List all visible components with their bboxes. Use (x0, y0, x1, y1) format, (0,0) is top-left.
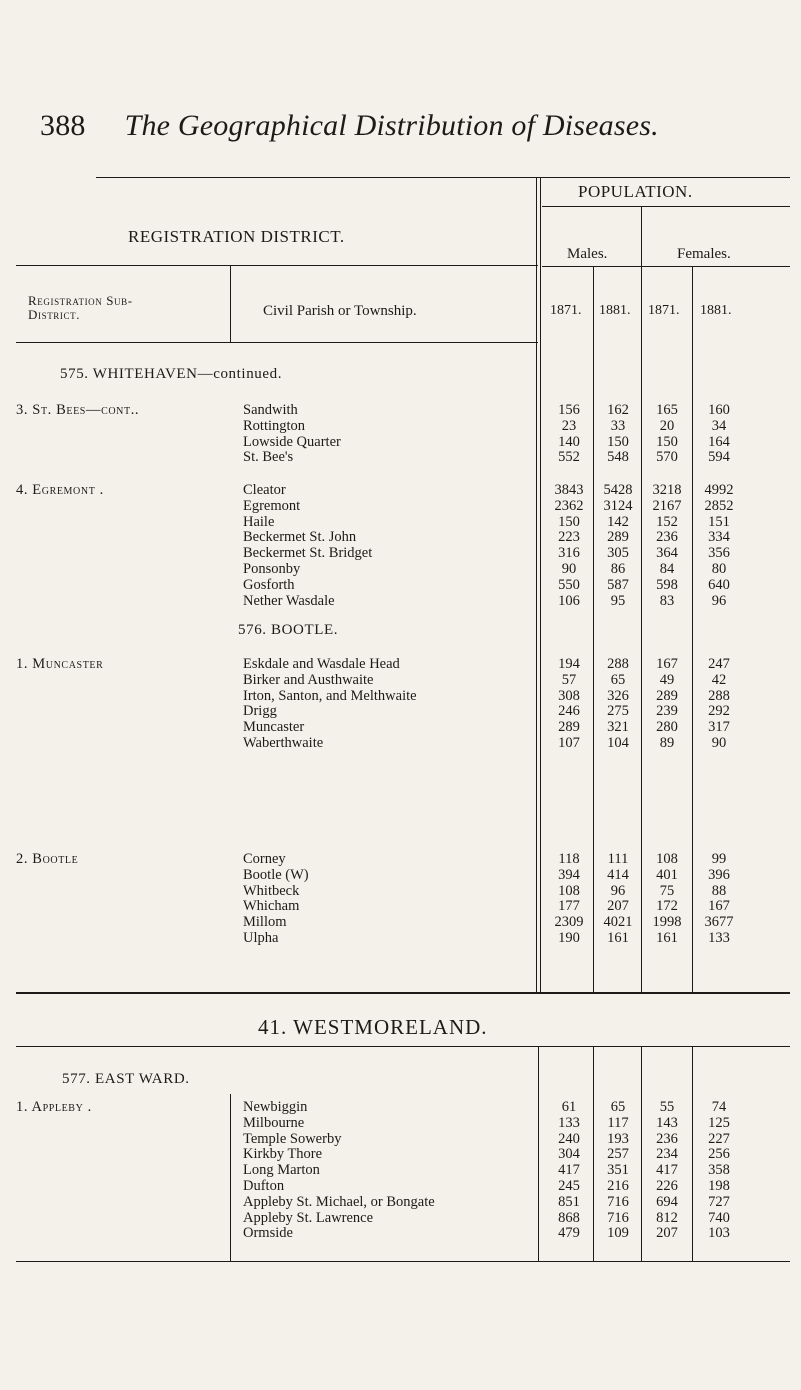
population-cell-m1871: 194 (558, 656, 580, 672)
population-cell-m1881: 96 (610, 882, 626, 899)
parish-name: Haile (243, 513, 275, 530)
population-rule (542, 206, 790, 207)
population-cell-f1881: 42 (711, 671, 727, 688)
population-cell-m1881: 65 (610, 1099, 626, 1115)
vrule-district-b (540, 178, 541, 992)
population-cell-m1871: 394 (558, 866, 580, 883)
section-heading: 577. EAST WARD. (62, 1071, 190, 1087)
population-cell-m1881: 5428 (603, 482, 633, 498)
population-cell-f1881: 90 (711, 735, 727, 751)
parish-name: Nether Wasdale (243, 592, 335, 609)
population-cell-m1871: 2362 (554, 497, 584, 514)
population-cell-f1881: 151 (708, 513, 730, 530)
population-cell-m1871: 140 (558, 433, 580, 450)
population-cell-f1871: 207 (656, 1225, 678, 1242)
parish-name: Long Marton (243, 1162, 320, 1179)
population-cell-f1871: 280 (656, 719, 678, 736)
population-cell-f1881: 198 (708, 1178, 730, 1194)
parish-name: Waberthwaite (243, 735, 324, 751)
population-cell-m1881: 587 (607, 576, 629, 593)
table-bottom-rule (16, 992, 790, 994)
population-cell-m1871: 108 (558, 882, 580, 899)
vrule-subdistrict (230, 266, 231, 342)
parish-name: Dufton (243, 1178, 285, 1194)
westmoreland-bottom-rule (16, 1261, 790, 1262)
population-cell-m1881: 109 (607, 1225, 629, 1242)
population-cell-f1881: 160 (708, 402, 730, 418)
population-cell-m1871: 177 (558, 898, 580, 915)
population-cell-m1871: 289 (558, 719, 580, 736)
population-cell-m1881: 207 (607, 898, 629, 915)
population-cell-f1881: 88 (711, 882, 727, 899)
population-cell-f1871: 75 (659, 882, 675, 899)
population-cell-m1881: 95 (610, 592, 626, 609)
population-cell-f1871: 161 (656, 930, 678, 946)
parish-name: Beckermet St. Bridget (243, 545, 373, 562)
population-cell-m1871: 240 (558, 1130, 580, 1147)
population-cell-m1881: 716 (607, 1193, 629, 1210)
population-cell-m1871: 308 (558, 687, 580, 704)
population-cell-m1871: 156 (558, 402, 580, 418)
population-cell-m1881: 716 (607, 1209, 629, 1226)
population-cell-f1881: 256 (708, 1146, 730, 1163)
population-cell-m1871: 107 (558, 735, 580, 751)
population-cell-f1881: 292 (708, 703, 730, 720)
population-cell-m1871: 246 (558, 703, 580, 720)
parish-name: Milbourne (243, 1114, 305, 1131)
sex-rule (542, 266, 790, 267)
page-number: 388 (40, 109, 86, 142)
section-heading: 575. WHITEHAVEN—continued. (60, 366, 283, 382)
population-cell-f1871: 289 (656, 687, 678, 704)
population-cell-f1871: 812 (656, 1209, 678, 1226)
parish-name: Birker and Austhwaite (243, 671, 374, 688)
header-population: POPULATION. (578, 182, 693, 201)
vrule-w-females (692, 1047, 693, 1261)
population-cell-f1881: 317 (708, 719, 730, 736)
subdistrict-label: 3. St. Bees—cont.. (16, 402, 140, 418)
population-cell-f1871: 143 (656, 1114, 678, 1131)
population-cell-f1881: 358 (708, 1162, 730, 1179)
population-cell-f1881: 34 (711, 417, 727, 434)
population-cell-f1871: 152 (656, 513, 678, 530)
county-heading: 41. WESTMORELAND. (258, 1015, 488, 1039)
population-cell-m1871: 223 (558, 529, 580, 546)
population-cell-f1881: 594 (708, 449, 730, 466)
population-cell-m1881: 305 (607, 545, 629, 562)
population-cell-f1871: 172 (656, 898, 678, 915)
population-cell-f1881: 125 (708, 1114, 730, 1131)
population-cell-m1881: 111 (607, 851, 629, 867)
year-m1871: 1871. (550, 303, 582, 318)
population-cell-f1881: 288 (708, 687, 730, 704)
population-cell-f1881: 103 (708, 1225, 730, 1242)
population-cell-f1871: 239 (656, 703, 678, 720)
year-f1871: 1871. (648, 303, 680, 318)
population-cell-m1881: 162 (607, 402, 629, 418)
population-cell-f1881: 247 (708, 656, 730, 672)
population-cell-f1871: 1998 (652, 914, 682, 931)
population-cell-f1881: 356 (708, 545, 730, 562)
population-cell-m1871: 479 (558, 1225, 580, 1242)
population-cell-f1881: 334 (708, 529, 730, 546)
population-cell-f1881: 80 (711, 561, 727, 577)
population-cell-f1871: 49 (659, 671, 675, 688)
population-cell-m1871: 106 (558, 592, 580, 609)
parish-name: Kirkby Thore (243, 1146, 323, 1163)
population-cell-m1871: 90 (561, 561, 577, 577)
population-cell-f1871: 84 (659, 561, 675, 577)
population-cell-m1881: 3124 (603, 497, 633, 514)
population-cell-m1881: 326 (607, 687, 629, 704)
parish-name: Gosforth (243, 576, 295, 593)
population-cell-m1871: 57 (561, 671, 577, 688)
population-cell-f1871: 234 (656, 1146, 678, 1163)
parish-name: Corney (243, 851, 286, 867)
population-cell-f1871: 108 (656, 851, 678, 867)
parish-name: Temple Sowerby (243, 1130, 342, 1147)
population-cell-m1881: 193 (607, 1130, 629, 1147)
population-cell-f1871: 89 (659, 735, 675, 751)
population-cell-m1881: 161 (607, 930, 629, 946)
header-males: Males. (567, 246, 608, 262)
population-cell-f1871: 3218 (652, 482, 682, 498)
population-cell-f1871: 2167 (652, 497, 682, 514)
parish-name: Newbiggin (243, 1099, 308, 1115)
population-cell-m1881: 321 (607, 719, 629, 736)
westmoreland-top-rule (16, 1046, 790, 1047)
page-header (40, 108, 659, 143)
population-cell-m1881: 414 (607, 866, 629, 883)
population-cell-f1871: 236 (656, 1130, 678, 1147)
population-cell-f1881: 99 (711, 851, 727, 867)
header-civil-parish: Civil Parish or Township. (263, 303, 417, 319)
vrule-males (593, 267, 594, 992)
population-cell-m1881: 216 (607, 1178, 629, 1194)
population-cell-f1871: 401 (656, 866, 678, 883)
population-cell-m1881: 117 (607, 1114, 629, 1131)
population-cell-f1871: 165 (656, 402, 678, 418)
parish-name: Bootle (W) (243, 866, 309, 883)
population-cell-m1871: 552 (558, 449, 580, 466)
vrule-w-parish (230, 1094, 231, 1261)
population-cell-f1881: 396 (708, 866, 730, 883)
population-cell-m1881: 289 (607, 529, 629, 546)
parish-name: Ponsonby (243, 561, 301, 577)
parish-name: Whicham (243, 898, 300, 915)
parish-name: Drigg (243, 703, 277, 720)
population-cell-m1871: 316 (558, 545, 580, 562)
parish-name: Ormside (243, 1225, 293, 1242)
population-cell-m1881: 33 (610, 417, 626, 434)
parish-name: Beckermet St. John (243, 529, 357, 546)
population-cell-f1871: 236 (656, 529, 678, 546)
population-cell-f1881: 4992 (704, 482, 734, 498)
population-cell-m1871: 23 (561, 417, 577, 434)
page-title: The Geographical Distribution of Diseases. (124, 109, 659, 142)
parish-name: Appleby St. Lawrence (243, 1209, 374, 1226)
population-cell-f1881: 640 (708, 576, 730, 593)
population-cell-m1881: 288 (607, 656, 629, 672)
parish-name: Sandwith (243, 402, 298, 418)
subdistrict-label: 4. Egremont . (16, 482, 104, 498)
population-cell-m1871: 550 (558, 576, 580, 593)
population-cell-m1881: 86 (610, 561, 626, 577)
population-cell-f1881: 3677 (704, 914, 734, 931)
population-cell-f1871: 226 (656, 1178, 678, 1194)
population-cell-m1871: 2309 (554, 914, 584, 931)
population-cell-m1881: 257 (607, 1146, 629, 1163)
parish-name: Ulpha (243, 930, 279, 946)
population-cell-m1881: 65 (610, 671, 626, 688)
population-cell-f1881: 74 (711, 1099, 727, 1115)
vrule-w-males (593, 1047, 594, 1261)
population-cell-m1871: 61 (561, 1099, 577, 1115)
population-cell-m1871: 851 (558, 1193, 580, 1210)
population-cell-m1881: 150 (607, 433, 629, 450)
population-cell-f1881: 727 (708, 1193, 730, 1210)
population-cell-m1881: 4021 (603, 914, 633, 931)
parish-name: Whitbeck (243, 882, 300, 899)
parish-name: Appleby St. Michael, or Bongate (243, 1193, 435, 1210)
population-cell-m1881: 142 (607, 513, 629, 530)
population-cell-f1881: 164 (708, 433, 730, 450)
vrule-w-district (538, 1047, 539, 1261)
population-cell-f1871: 694 (656, 1193, 678, 1210)
vrule-district (536, 178, 537, 992)
population-cell-f1871: 598 (656, 576, 678, 593)
parish-name: Egremont (243, 497, 301, 514)
subdistrict-label: 1. Appleby . (16, 1099, 92, 1115)
population-cell-f1871: 570 (656, 449, 678, 466)
year-f1881: 1881. (700, 303, 732, 318)
vrule-sex (641, 207, 642, 992)
parish-name: Eskdale and Wasdale Head (243, 656, 400, 672)
population-cell-f1881: 740 (708, 1209, 730, 1226)
population-cell-m1881: 104 (607, 735, 629, 751)
population-cell-m1871: 118 (558, 851, 580, 867)
header-females: Females. (677, 246, 731, 262)
population-cell-m1871: 304 (558, 1146, 580, 1163)
parish-name: Millom (243, 914, 287, 931)
table-top-rule (96, 177, 790, 178)
parish-name: Muncaster (243, 719, 305, 736)
parish-name: Rottington (243, 417, 306, 434)
subdistrict-label: 2. Bootle (16, 851, 79, 867)
population-cell-f1871: 167 (656, 656, 678, 672)
population-cell-f1881: 227 (708, 1130, 730, 1147)
vrule-w-sex (641, 1047, 642, 1261)
header-bottom-rule (16, 342, 538, 343)
population-cell-f1881: 133 (708, 930, 730, 946)
population-cell-m1871: 245 (558, 1178, 580, 1194)
parish-name: St. Bee's (243, 449, 294, 466)
header-subdistrict: Registration Sub-District. (28, 293, 133, 322)
header-district: REGISTRATION DISTRICT. (128, 227, 345, 246)
population-cell-f1871: 55 (659, 1099, 675, 1115)
population-cell-m1881: 351 (607, 1162, 629, 1179)
population-cell-f1871: 417 (656, 1162, 678, 1179)
parish-name: Cleator (243, 482, 286, 498)
population-cell-f1881: 96 (711, 592, 727, 609)
subheader-rule (16, 265, 538, 266)
subdistrict-label: 1. Muncaster (16, 656, 104, 672)
population-cell-f1871: 364 (656, 545, 678, 562)
section-heading: 576. BOOTLE. (238, 622, 339, 638)
population-cell-m1881: 275 (607, 703, 629, 720)
population-cell-m1871: 150 (558, 513, 580, 530)
population-cell-f1871: 150 (656, 433, 678, 450)
population-cell-f1881: 2852 (704, 497, 734, 514)
population-cell-m1871: 417 (558, 1162, 580, 1179)
parish-name: Lowside Quarter (243, 433, 341, 450)
population-cell-m1871: 3843 (554, 482, 584, 498)
year-m1881: 1881. (599, 303, 631, 318)
population-cell-f1871: 20 (659, 417, 675, 434)
parish-name: Irton, Santon, and Melthwaite (243, 687, 417, 704)
population-cell-m1881: 548 (607, 449, 629, 466)
population-cell-m1871: 190 (558, 930, 580, 946)
vrule-females (692, 267, 693, 992)
population-cell-f1881: 167 (708, 898, 730, 915)
population-cell-m1871: 868 (558, 1209, 580, 1226)
population-cell-f1871: 83 (659, 592, 675, 609)
population-cell-m1871: 133 (558, 1114, 580, 1131)
